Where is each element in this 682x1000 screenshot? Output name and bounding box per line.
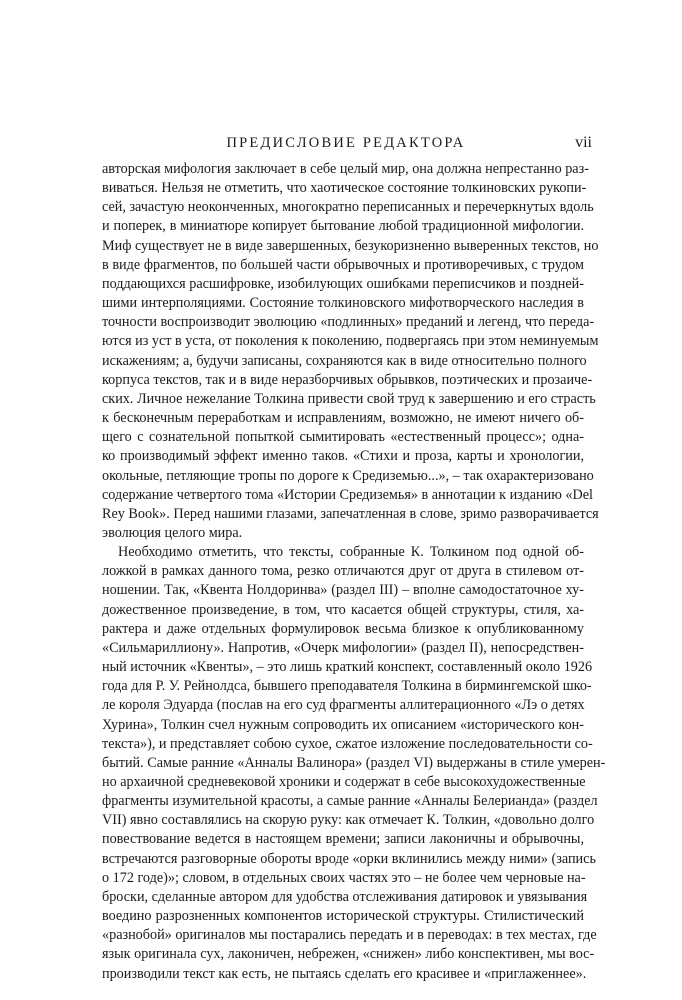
running-head: [100, 133, 592, 153]
text-line: в виде фрагментов, по большей части обрывочных и противоречивых, с трудом: [102, 256, 584, 273]
page-number: vii: [575, 134, 592, 151]
paragraph-2: [102, 543, 606, 984]
running-title: ПРЕДИСЛОВИЕ РЕДАКТОРА: [226, 135, 466, 151]
text-line: ются из уст в уста, от поколения к поколению, подвергаясь при этом неминуемым: [102, 333, 599, 350]
text-line: «Сильмариллиону». Напротив, «Очерк мифологии» (раздел II), непосредствен-: [102, 639, 584, 656]
text-line: фрагменты изумительной красоты, а самые ранние «Анналы Белерианда» (раздел: [102, 793, 598, 810]
text-line: текста»), и представляет собою сухое, сжатое изложение последовательности со-: [102, 735, 593, 752]
text-line: ложкой в рамках данного тома, резко отличаются друг от друга в стилевом от-: [102, 563, 584, 580]
text-line: производили текст как есть, не пытаясь сделать его красивее и «приглаженнее».: [102, 965, 587, 982]
text-line: встречаются разговорные обороты вроде «орки вклинились между ними» (запись: [102, 850, 596, 867]
text-line: Миф существует не в виде завершенных, безукоризненно выверенных текстов, но: [102, 237, 599, 254]
text-line: искажениям; а, будучи записаны, сохраняются как в виде относительно полного: [102, 352, 587, 369]
text-line: корпуса текстов, так и в виде неразборчивых обрывков, поэтических и прозаиче-: [102, 371, 593, 388]
text-line: бытий. Самые ранние «Анналы Валинора» (раздел VI) выдержаны в стиле умерен-: [102, 754, 606, 771]
text-line: Необходимо отметить, что тексты, собранные К. Толкином под одной об-: [118, 544, 584, 561]
text-line: точности воспроизводит эволюцию «подлинных» преданий и легенд, что переда-: [102, 314, 595, 331]
body-text: [102, 160, 606, 984]
text-line: сей, зачастую неоконченных, многократно переписанных и перечеркнутых вдоль: [102, 199, 594, 216]
text-line: Rey Book». Перед нашими глазами, запечатленная в слове, зримо разворачивается: [102, 505, 599, 522]
text-line: но архаичной средневековой хроники и содержат в себе высокохудожественные: [102, 774, 586, 790]
text-line: ный источник «Квенты», – это лишь краткий конспект, составленный около 1926: [102, 659, 593, 676]
text-line: и поперек, в миниатюре копирует бытование любой традиционной мифологии.: [102, 218, 584, 235]
paragraph-1: [102, 160, 599, 543]
text-line: шими интерполяциями. Состояние толкиновского мифотворческого наследия в: [102, 295, 584, 312]
text-line: к бесконечным переработкам и исправлениям, возможно, не имеют ничего об-: [102, 410, 584, 427]
text-line: броски, сделанные автором для удобства отслеживания датировок и увязывания: [102, 888, 588, 905]
text-line: «разнобой» оригиналов мы постарались передать и в переводах: в тех местах, где: [102, 927, 597, 944]
text-line: Хурина», Толкин счел нужным сопроводить их описанием «исторического кон-: [102, 716, 584, 733]
text-line: ских. Личное нежелание Толкина привести свой труд к завершению и его страсть: [102, 390, 596, 407]
text-line: дожественное произведение, в том, что касается общей структуры, стиля, ха-: [102, 601, 584, 618]
text-line: язык оригинала сух, лаконичен, небрежен, «снижен» либо конспективен, мы вос-: [102, 946, 595, 963]
text-line: ношении. Так, «Квента Нолдоринва» (раздел III) – вполне самодостаточное ху-: [102, 582, 584, 599]
text-line: окольные, петляющие тропы по дороге к Средиземью...», – так охарактеризовано: [102, 467, 594, 484]
text-line: о 172 годе)»; словом, в отдельных своих частях это – не более чем черновые на-: [102, 869, 586, 886]
text-line: повествование ведется в настоящем времени; записи лаконичны и обрывочны,: [102, 831, 584, 848]
text-line: виваться. Нельзя не отметить, что хаотическое состояние толкиновских рукопи-: [102, 180, 587, 197]
text-line: рактера и даже отдельных формулировок весьма близкое к опубликованному: [102, 620, 584, 637]
text-line: ко производимый эффект именно таков. «Стихи и проза, карты и хронологии,: [102, 448, 584, 465]
text-line: ле короля Эдуарда (послав на его суд фрагменты аллитерационного «Лэ о детях: [102, 697, 585, 714]
text-line: щего с сознательной попыткой сымитировать «естественный процесс»; одна-: [102, 429, 584, 446]
text-line: содержание четвертого тома «Истории Средиземья» в аннотации к изданию «Del: [102, 486, 593, 503]
text-line: авторская мифология заключает в себе целый мир, она должна непрестанно раз-: [102, 161, 589, 177]
text-line: года для Р. У. Рейнолдса, бывшего преподавателя Толкина в бирмингемской шко-: [102, 678, 592, 695]
text-line: воедино разрозненных компонентов исторической структуры. Стилистический: [102, 908, 584, 925]
text-line: VII) явно составлялись на скорую руку: как отмечает К. Толкин, «довольно долго: [102, 812, 595, 829]
text-line: поддающихся расшифровке, изобилующих ошибками переписчиков и поздней-: [102, 275, 584, 292]
text-line: эволюция целого мира.: [102, 524, 243, 541]
